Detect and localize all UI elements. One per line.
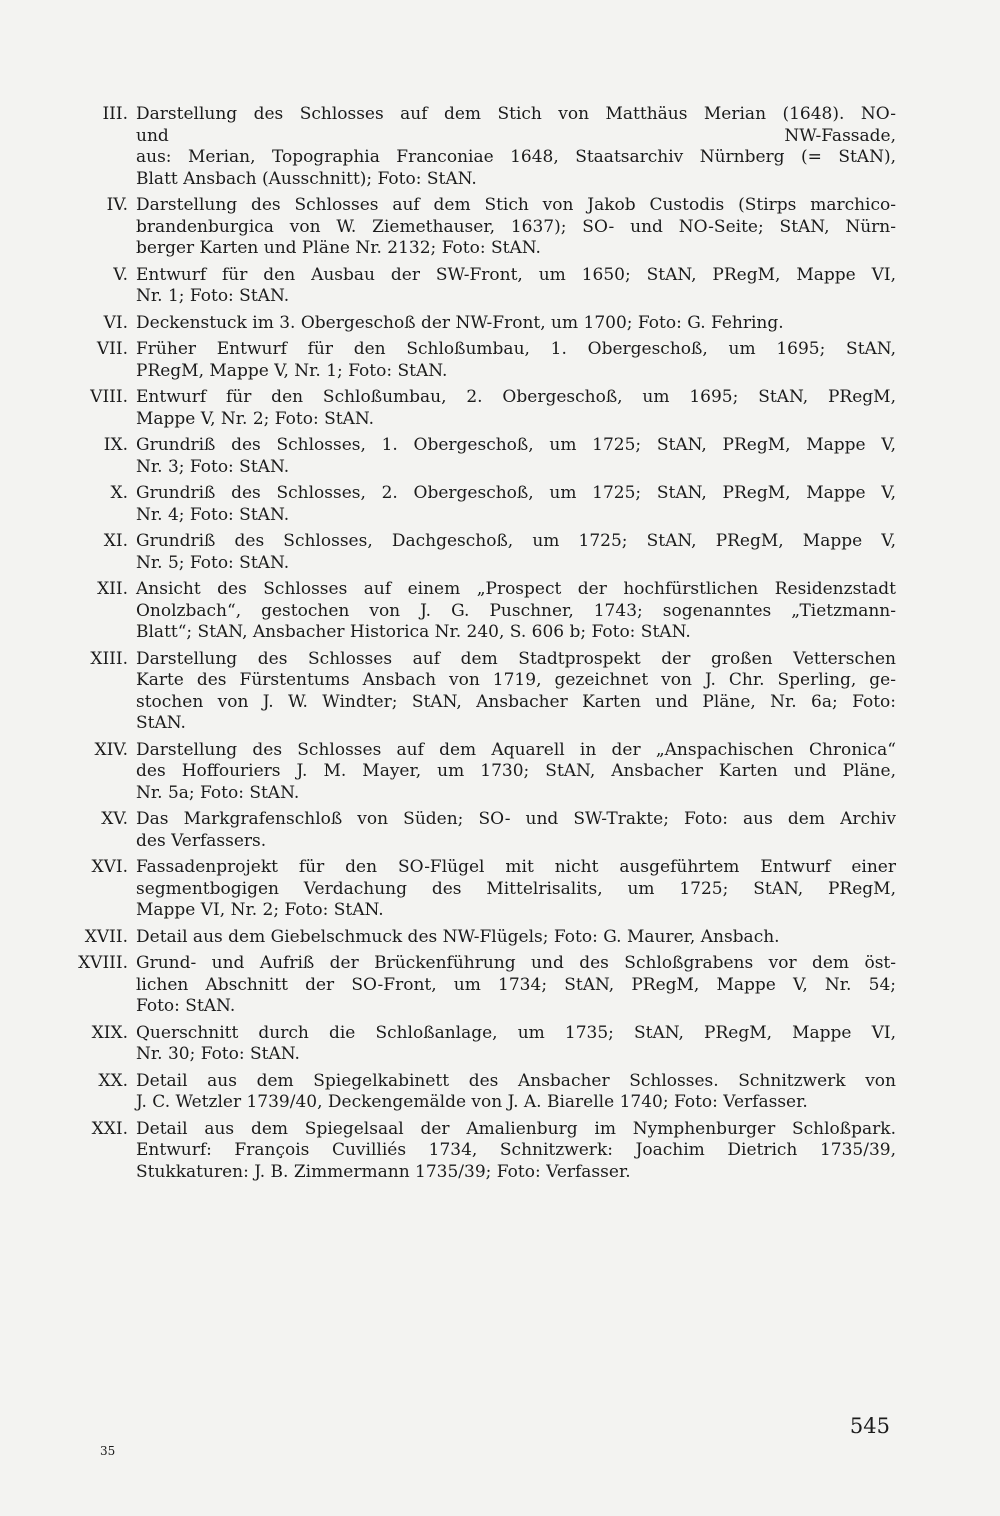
figure-number: XX. — [98, 1070, 128, 1091]
caption-line: Querschnitt durch die Schloßanlage, um 1735; StAN, PRegM, Mappe VI, — [136, 1022, 896, 1043]
figure-number: XIII. — [90, 648, 128, 669]
caption-line: Fassadenprojekt für den SO-Flügel mit nicht ausgeführtem Entwurf einer — [136, 857, 896, 877]
figure-caption — [136, 387, 896, 430]
caption-line: Blatt Ansbach (Ausschnitt); Foto: StAN. — [136, 168, 477, 189]
figure-number: XXI. — [91, 1118, 128, 1139]
figure-number: XIX. — [91, 1022, 128, 1043]
figure-entry — [60, 857, 896, 922]
figure-entry — [60, 1119, 896, 1184]
figure-number: VIII. — [90, 387, 128, 407]
figure-caption — [136, 1071, 896, 1114]
figure-number: X. — [110, 483, 128, 503]
figure-number: VII. — [96, 339, 128, 359]
figure-entry — [60, 953, 896, 1018]
caption-line: lichen Abschnitt der SO-Front, um 1734; StAN, PRegM, Mappe V, Nr. 54; — [136, 974, 896, 995]
figure-caption — [136, 483, 896, 526]
caption-line: Darstellung des Schlosses auf dem Stadtprospekt der großen Vetterschen — [136, 648, 896, 669]
figure-entry — [60, 740, 896, 805]
caption-line: Nr. 30; Foto: StAN. — [136, 1044, 300, 1064]
figure-entry — [60, 339, 896, 382]
figure-entry — [60, 649, 896, 735]
caption-line: aus: Merian, Topographia Franconiae 1648, Staatsarchiv Nürnberg (= StAN), — [136, 147, 896, 167]
caption-line: Ansicht des Schlosses auf einem „Prospect der hochfürstlichen Residenzstadt — [136, 579, 896, 599]
page-number: 545 — [849, 1414, 890, 1438]
figure-number: V. — [113, 264, 128, 285]
figure-entry — [60, 579, 896, 644]
caption-line: Entwurf: François Cuvilliés 1734, Schnitzwerk: Joachim Dietrich 1735/39, — [136, 1140, 896, 1160]
caption-line: Mappe V, Nr. 2; Foto: StAN. — [136, 408, 375, 429]
figure-entry — [60, 483, 896, 526]
figure-number: IV. — [106, 195, 128, 215]
figure-caption — [136, 1023, 896, 1066]
figure-entry — [60, 435, 896, 478]
figure-caption — [136, 809, 896, 852]
figure-entry — [60, 927, 896, 949]
figure-caption — [136, 649, 896, 735]
figure-number: XV. — [101, 809, 128, 829]
figure-number: XI. — [103, 531, 128, 551]
caption-line: Grund- und Aufriß der Brückenführung und des Schloßgrabens vor dem öst- — [136, 953, 896, 973]
caption-line: Entwurf für den Ausbau der SW-Front, um 1650; StAN, PRegM, Mappe VI, — [136, 264, 896, 285]
caption-line: Detail aus dem Spiegelkabinett des Ansbacher Schlosses. Schnitzwerk von — [136, 1070, 896, 1091]
figure-entry — [60, 313, 896, 335]
figure-entry — [60, 531, 896, 574]
caption-line: Karte des Fürstentums Ansbach von 1719, gezeichnet von J. Chr. Sperling, ge- — [136, 670, 896, 690]
figure-caption — [136, 435, 896, 478]
caption-line: PRegM, Mappe V, Nr. 1; Foto: StAN. — [136, 360, 448, 381]
caption-line: Nr. 1; Foto: StAN. — [136, 286, 290, 306]
caption-line: Nr. 5; Foto: StAN. — [136, 552, 290, 573]
figure-caption — [136, 531, 896, 574]
figure-entry — [60, 265, 896, 308]
caption-line: Detail aus dem Spiegelsaal der Amalienburg im Nymphenburger Schloßpark. — [136, 1118, 896, 1139]
caption-line: Früher Entwurf für den Schloßumbau, 1. Obergeschoß, um 1695; StAN, — [136, 339, 896, 359]
caption-line: berger Karten und Pläne Nr. 2132; Foto: StAN. — [136, 238, 541, 258]
figure-number: VI. — [103, 312, 128, 333]
figure-entry — [60, 195, 896, 260]
figure-entry — [60, 1023, 896, 1066]
caption-line: und NW-Fassade, — [136, 125, 896, 146]
figure-number: III. — [102, 104, 128, 124]
caption-line: Grundriß des Schlosses, 2. Obergeschoß, um 1725; StAN, PRegM, Mappe V, — [136, 483, 896, 503]
figure-entry — [60, 387, 896, 430]
figure-caption — [136, 195, 896, 260]
figure-number: IX. — [103, 435, 128, 455]
figure-caption — [136, 313, 896, 335]
figure-caption — [136, 927, 896, 949]
figure-caption — [136, 857, 896, 922]
figure-number: XIV. — [94, 739, 128, 760]
caption-line: Darstellung des Schlosses auf dem Stich von Jakob Custodis (Stirps marchico- — [136, 195, 896, 215]
caption-line: Darstellung des Schlosses auf dem Aquarell in der „Anspachischen Chronica“ — [136, 739, 896, 760]
caption-line: J. C. Wetzler 1739/40, Deckengemälde von J. A. Biarelle 1740; Foto: Verfasser. — [136, 1092, 808, 1112]
caption-line: des Verfassers. — [136, 830, 267, 851]
caption-line: brandenburgica von W. Ziemethauser, 1637); SO- und NO-Seite; StAN, Nürn- — [136, 216, 896, 237]
caption-line: Grundriß des Schlosses, Dachgeschoß, um 1725; StAN, PRegM, Mappe V, — [136, 531, 896, 551]
caption-line: Detail aus dem Giebelschmuck des NW-Flügels; Foto: G. Maurer, Ansbach. — [136, 926, 780, 947]
figure-number: XVIII. — [78, 953, 128, 973]
caption-line: Mappe VI, Nr. 2; Foto: StAN. — [136, 900, 384, 920]
figure-caption — [136, 1119, 896, 1184]
figure-entry — [60, 1071, 896, 1114]
caption-line: Foto: StAN. — [136, 996, 236, 1016]
figure-caption — [136, 953, 896, 1018]
caption-line: Darstellung des Schlosses auf dem Stich von Matthäus Merian (1648). NO- — [136, 104, 896, 124]
figure-caption — [136, 104, 896, 190]
caption-line: Grundriß des Schlosses, 1. Obergeschoß, um 1725; StAN, PRegM, Mappe V, — [136, 435, 896, 455]
caption-line: Blatt“; StAN, Ansbacher Historica Nr. 240, S. 606 b; Foto: StAN. — [136, 622, 691, 642]
figure-caption — [136, 265, 896, 308]
signature-mark: 35 — [100, 1444, 116, 1458]
figure-entry — [60, 104, 896, 190]
caption-line: Deckenstuck im 3. Obergeschoß der NW-Front, um 1700; Foto: G. Fehring. — [136, 312, 784, 333]
caption-line: Das Markgrafenschloß von Süden; SO- und SW-Trakte; Foto: aus dem Archiv — [136, 809, 896, 829]
caption-line: Nr. 5a; Foto: StAN. — [136, 782, 300, 803]
caption-line: Nr. 4; Foto: StAN. — [136, 504, 290, 525]
figure-number: XVII. — [84, 926, 128, 947]
caption-line: stochen von J. W. Windter; StAN, Ansbacher Karten und Pläne, Nr. 6a; Foto: — [136, 691, 896, 712]
figure-number: XVI. — [91, 857, 128, 877]
caption-line: Nr. 3; Foto: StAN. — [136, 456, 290, 477]
figure-caption — [136, 339, 896, 382]
caption-line: StAN. — [136, 713, 186, 733]
caption-line: Stukkaturen: J. B. Zimmermann 1735/39; Foto: Verfasser. — [136, 1161, 631, 1182]
caption-line: Onolzbach“, gestochen von J. G. Puschner, 1743; sogenanntes „Tietzmann- — [136, 600, 896, 621]
caption-line: segmentbogigen Verdachung des Mittelrisalits, um 1725; StAN, PRegM, — [136, 878, 896, 899]
caption-line: des Hoffouriers J. M. Mayer, um 1730; StAN, Ansbacher Karten und Pläne, — [136, 761, 896, 781]
figure-number: XII. — [97, 579, 128, 599]
figure-caption — [136, 740, 896, 805]
figure-caption — [136, 579, 896, 644]
caption-line: Entwurf für den Schloßumbau, 2. Obergeschoß, um 1695; StAN, PRegM, — [136, 387, 896, 407]
figure-list — [60, 104, 896, 1188]
figure-entry — [60, 809, 896, 852]
